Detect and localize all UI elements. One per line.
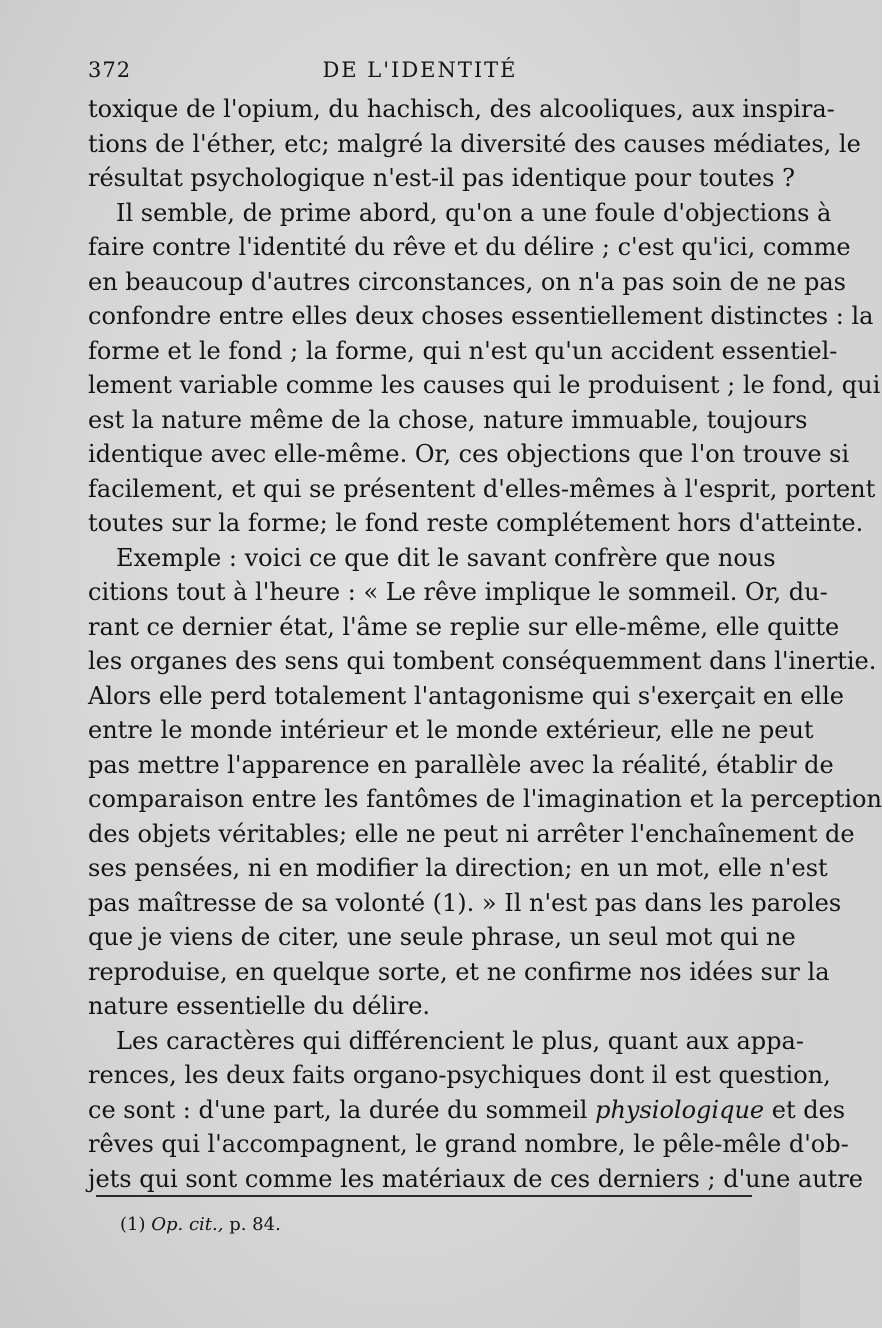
text-line: forme et le fond ; la forme, qui n'est qu'un accident essentiel- bbox=[88, 336, 838, 365]
text-line: pas maîtresse de sa volonté (1). » Il n'est pas dans les paroles bbox=[88, 888, 842, 917]
page-header bbox=[88, 58, 752, 88]
footnote-page: p. 84. bbox=[229, 1214, 281, 1235]
footnote bbox=[120, 1214, 281, 1235]
text-line: facilement, et qui se présentent d'elles-mêmes à l'esprit, portent bbox=[88, 474, 876, 503]
body-text bbox=[88, 92, 882, 1196]
footnote-rule bbox=[96, 1195, 752, 1197]
footnote-reference: Op. cit., bbox=[151, 1214, 224, 1235]
text-line bbox=[88, 1093, 846, 1128]
text-line: ses pensées, ni en modifier la direction; en un mot, elle n'est bbox=[88, 854, 828, 882]
text-line: les organes des sens qui tombent conséquemment dans l'inertie. bbox=[88, 647, 877, 675]
text-line: faire contre l'identité du rêve et du délire ; c'est qu'ici, comme bbox=[88, 233, 851, 261]
text-line: nature essentielle du délire. bbox=[88, 992, 431, 1020]
footnote-marker: (1) bbox=[120, 1214, 146, 1235]
text-line: rant ce dernier état, l'âme se replie sur elle-même, elle quitte bbox=[88, 612, 840, 641]
text-line: lement variable comme les causes qui le produisent ; le fond, qui bbox=[88, 371, 881, 399]
text-line: tions de l'éther, etc; malgré la diversité des causes médiates, le bbox=[88, 129, 861, 158]
text-line: en beaucoup d'autres circonstances, on n'a pas soin de ne pas bbox=[88, 267, 846, 296]
text-line: jets qui sont comme les matériaux de ces derniers ; d'une autre bbox=[88, 1164, 863, 1193]
text-line: que je viens de citer, une seule phrase, un seul mot qui ne bbox=[88, 923, 796, 951]
text-segment: ce sont : d'une part, la durée du sommeil bbox=[88, 1095, 596, 1124]
page-number: 372 bbox=[88, 58, 132, 82]
running-head: DE L'IDENTITÉ bbox=[322, 58, 518, 82]
italic-word: physiologique bbox=[595, 1095, 765, 1124]
text-line: entre le monde intérieur et le monde extérieur, elle ne peut bbox=[88, 716, 814, 744]
text-line: rêves qui l'accompagnent, le grand nombre, le pêle-mêle d'ob- bbox=[88, 1130, 849, 1158]
text-line: des objets véritables; elle ne peut ni arrêter l'enchaînement de bbox=[88, 819, 855, 848]
text-line: Alors elle perd totalement l'antagonisme qui s'exerçait en elle bbox=[88, 681, 844, 710]
text-line: est la nature même de la chose, nature immuable, toujours bbox=[88, 405, 808, 434]
text-line: toutes sur la forme; le fond reste complétement hors d'atteinte. bbox=[88, 509, 864, 537]
text-line: Les caractères qui différencient le plus, quant aux appa- bbox=[116, 1026, 804, 1055]
text-line: résultat psychologique n'est-il pas identique pour toutes ? bbox=[88, 164, 795, 192]
text-line: comparaison entre les fantômes de l'imagination et la perception bbox=[88, 785, 882, 813]
text-line: citions tout à l'heure : « Le rêve implique le sommeil. Or, du- bbox=[88, 578, 828, 606]
text-line: toxique de l'opium, du hachisch, des alcooliques, aux inspira- bbox=[88, 95, 835, 123]
text-line: Il semble, de prime abord, qu'on a une foule d'objections à bbox=[116, 198, 832, 227]
text-segment: et des bbox=[764, 1095, 846, 1124]
text-line: confondre entre elles deux choses essentiellement distinctes : la bbox=[88, 302, 874, 330]
text-line: pas mettre l'apparence en parallèle avec la réalité, établir de bbox=[88, 750, 834, 779]
text-line: rences, les deux faits organo-psychiques dont il est question, bbox=[88, 1061, 831, 1089]
text-line: identique avec elle-même. Or, ces objections que l'on trouve si bbox=[88, 440, 850, 468]
text-line: reproduise, en quelque sorte, et ne confirme nos idées sur la bbox=[88, 957, 830, 986]
text-line: Exemple : voici ce que dit le savant confrère que nous bbox=[116, 543, 776, 572]
